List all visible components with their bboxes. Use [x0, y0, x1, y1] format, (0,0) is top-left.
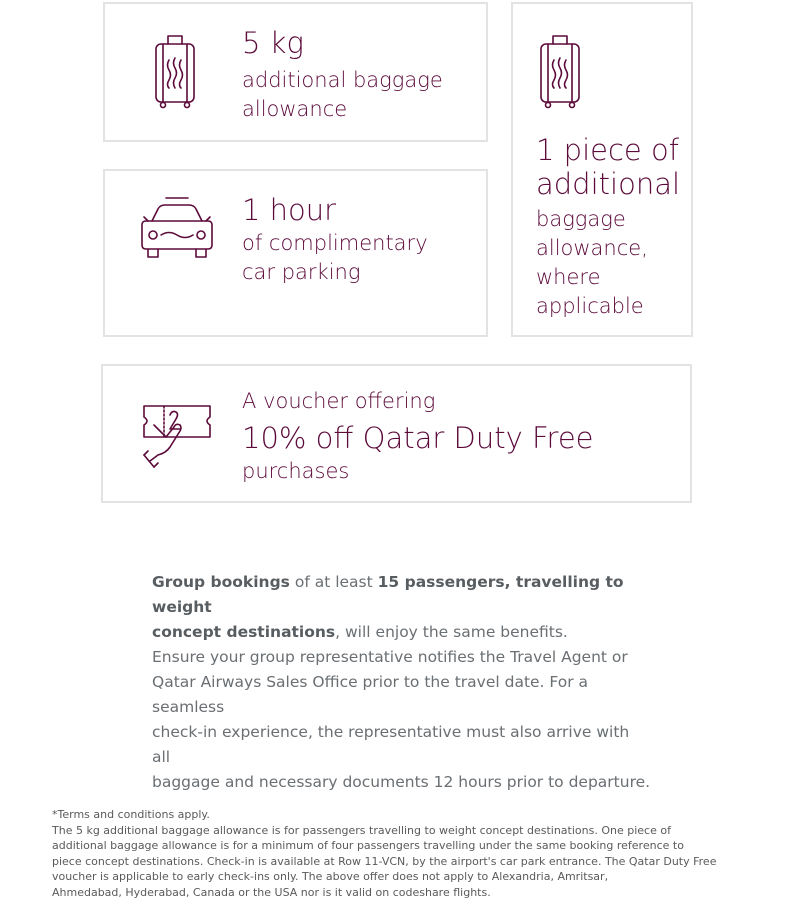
parking-line2: car parking [242, 260, 361, 284]
group-passengers-bold: 15 passengers, travelling to weight [152, 573, 624, 616]
group-destinations-bold: concept destinations [152, 623, 336, 641]
footnote-line6: Ahmedabad, Hyderabad, Canada or the USA nor is it valid on codeshare flights. [52, 885, 491, 899]
voucher-line1: A voucher offering [242, 389, 436, 413]
footnote-line3: additional baggage allowance is for a minimum of four passengers travelling under the same booking reference to [52, 839, 684, 852]
ensure-line3: check-in experience, the representative must also arrive with all [152, 723, 630, 766]
group-bookings-line1: Group bookings of at least 15 passengers, travelling to weight [152, 573, 624, 616]
group-bookings-bold: Group bookings [152, 573, 290, 591]
ensure-line1: Ensure your group representative notifies the Travel Agent or [152, 648, 628, 666]
piece-line4: applicable [536, 294, 644, 318]
ensure-line2: Qatar Airways Sales Office prior to the travel date. For a seamless [152, 673, 589, 716]
parking-headline: 1 hour [242, 193, 337, 227]
voucher-line2: purchases [242, 459, 350, 483]
baggage-5kg-card [103, 2, 488, 142]
piece-headline-line1: 1 piece of [536, 133, 679, 167]
parking-line1: of complimentary [242, 231, 428, 255]
footnote-line2: The 5 kg additional baggage allowance is for passengers travelling to weight concept destinations. One piece of [52, 823, 671, 837]
terms-footnote [52, 807, 752, 900]
group-bookings-text [152, 570, 652, 645]
piece-line3: where [536, 265, 601, 289]
footnote-line5: voucher is applicable to early check-ins only. The above offer does not apply to Alexandria, Amritsar, [52, 870, 609, 883]
voucher-card [101, 364, 692, 503]
piece-headline-line2: additional [536, 167, 681, 201]
luggage-icon [538, 34, 582, 110]
voucher-headline: 10% off Qatar Duty Free [242, 421, 594, 455]
footnote-line1: *Terms and conditions apply. [52, 808, 210, 821]
group-bookings-line2: concept destinations, will enjoy the same benefits. [152, 623, 568, 641]
footnote-line4: piece concept destinations. Check-in is available at Row 11-VCN, by the airport's car park entrance. The Qatar Duty Free [52, 854, 717, 868]
baggage-5kg-line2: allowance [242, 97, 348, 121]
parking-card [103, 169, 488, 337]
baggage-5kg-headline: 5 kg [242, 26, 304, 60]
ensure-line4: baggage and necessary documents 12 hours prior to departure. [152, 773, 651, 791]
ensure-representative-text [152, 645, 652, 795]
car-icon [138, 195, 216, 263]
baggage-5kg-line1: additional baggage [242, 68, 443, 92]
piece-line1: baggage [536, 207, 626, 231]
piece-baggage-card [511, 2, 693, 337]
luggage-icon [153, 34, 197, 110]
voucher-hand-icon [140, 403, 214, 473]
piece-line2: allowance, [536, 236, 648, 260]
